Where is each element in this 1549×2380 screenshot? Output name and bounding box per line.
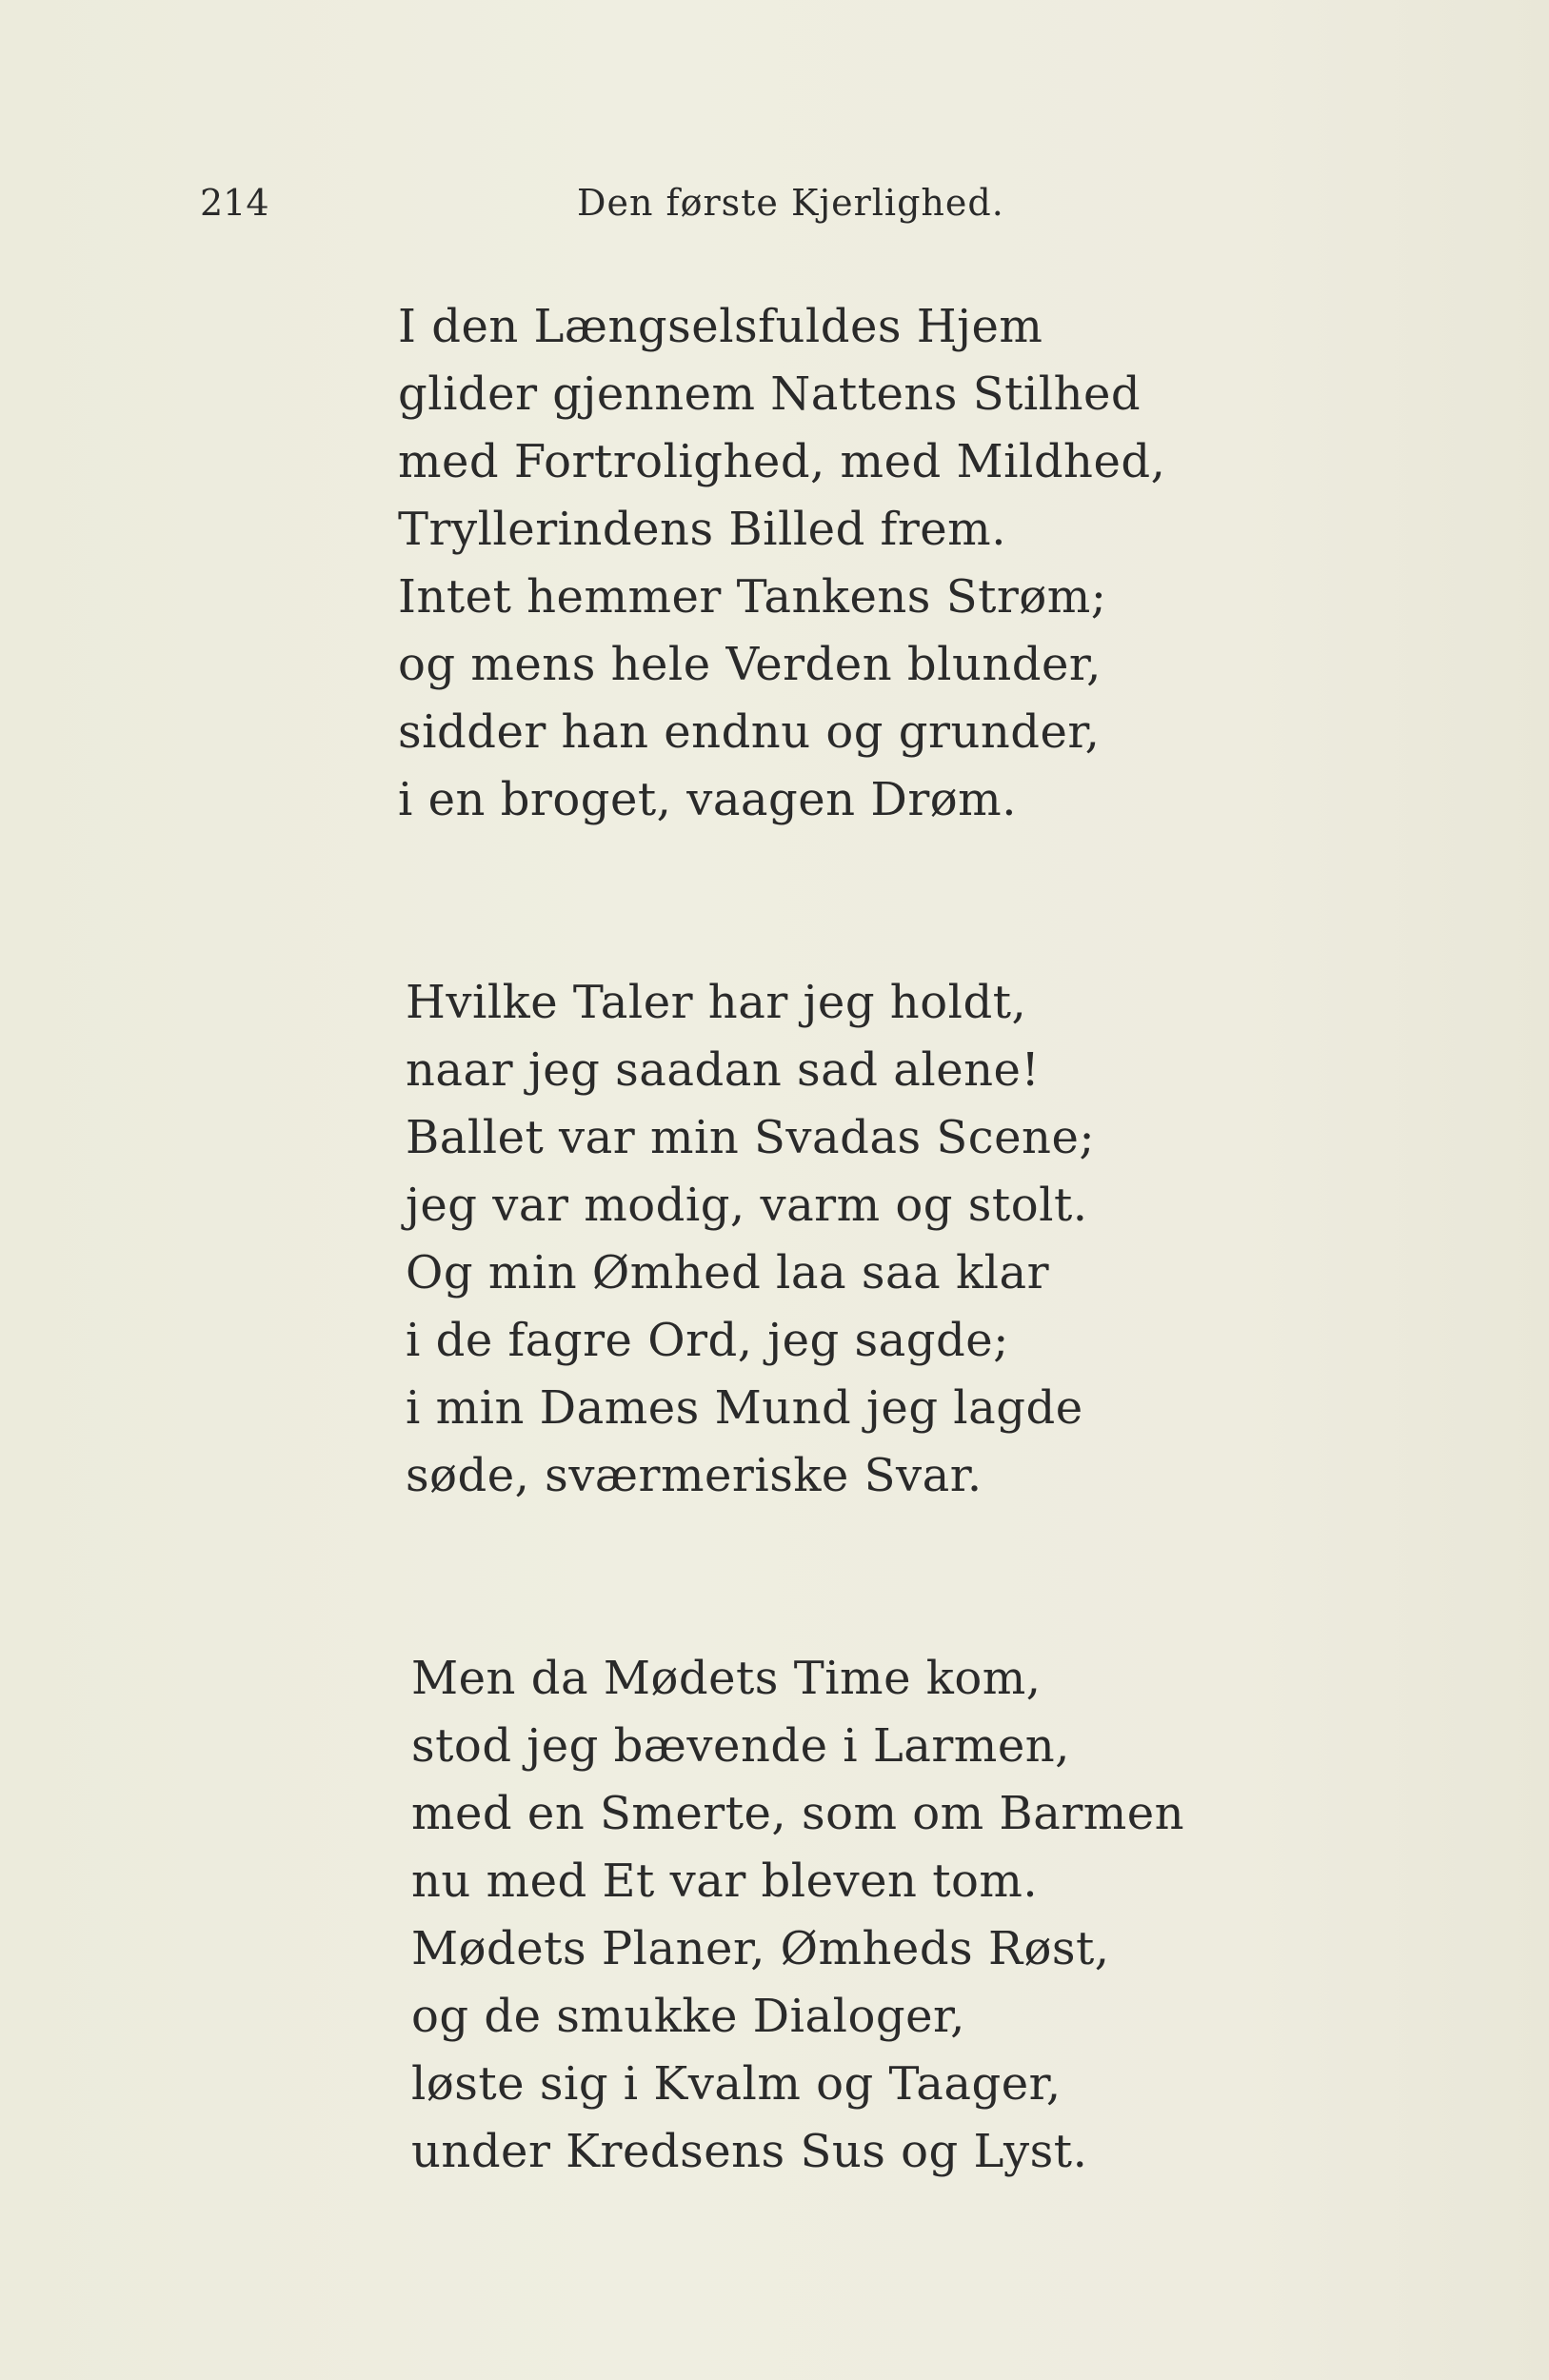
poem-line: naar jeg saadan sad alene! xyxy=(406,1043,1041,1097)
poem-line: i de fagre Ord, jeg sagde; xyxy=(406,1314,1009,1367)
stanza-3 xyxy=(398,1645,1350,2186)
poem-line: sidder han endnu og grunder, xyxy=(398,705,1101,759)
poem xyxy=(398,293,1350,2186)
poem-line: glider gjennem Nattens Stilhed xyxy=(398,367,1142,421)
poem-line: og mens hele Verden blunder, xyxy=(398,638,1102,691)
poem-line: med en Smerte, som om Barmen xyxy=(411,1787,1185,1840)
poem-line: og de smukke Dialoger, xyxy=(411,1990,965,2043)
poem-line: Intet hemmer Tankens Strøm; xyxy=(398,570,1107,624)
poem-line: søde, sværmeriske Svar. xyxy=(406,1449,983,1502)
poem-line: stod jeg bævende i Larmen, xyxy=(411,1719,1070,1773)
poem-line: Tryllerindens Billed frem. xyxy=(398,503,1006,556)
poem-line: under Kredsens Sus og Lyst. xyxy=(411,2125,1088,2178)
poem-line: med Fortrolighed, med Mildhed, xyxy=(398,435,1166,488)
poem-line: I den Længselsfuldes Hjem xyxy=(398,300,1043,353)
poem-line: Ballet var min Svadas Scene; xyxy=(406,1111,1096,1164)
page-header xyxy=(0,179,1549,236)
poem-line: Mødets Planer, Ømheds Røst, xyxy=(411,1922,1110,1975)
poem-line: jeg var modig, varm og stolt. xyxy=(406,1179,1088,1232)
stanza-1 xyxy=(398,293,1350,834)
poem-line: i en broget, vaagen Drøm. xyxy=(398,773,1017,826)
page-number: 214 xyxy=(200,182,269,224)
poem-line: løste sig i Kvalm og Taager, xyxy=(411,2057,1062,2111)
poem-line: Og min Ømhed laa saa klar xyxy=(406,1246,1050,1299)
poem-line: Men da Mødets Time kom, xyxy=(411,1652,1042,1705)
stanza-2 xyxy=(398,969,1350,1510)
poem-line: Hvilke Taler har jeg holdt, xyxy=(406,976,1027,1029)
poem-line: nu med Et var bleven tom. xyxy=(411,1854,1039,1908)
running-title: Den første Kjerlighed. xyxy=(577,182,1004,224)
poem-line: i min Dames Mund jeg lagde xyxy=(406,1381,1083,1435)
